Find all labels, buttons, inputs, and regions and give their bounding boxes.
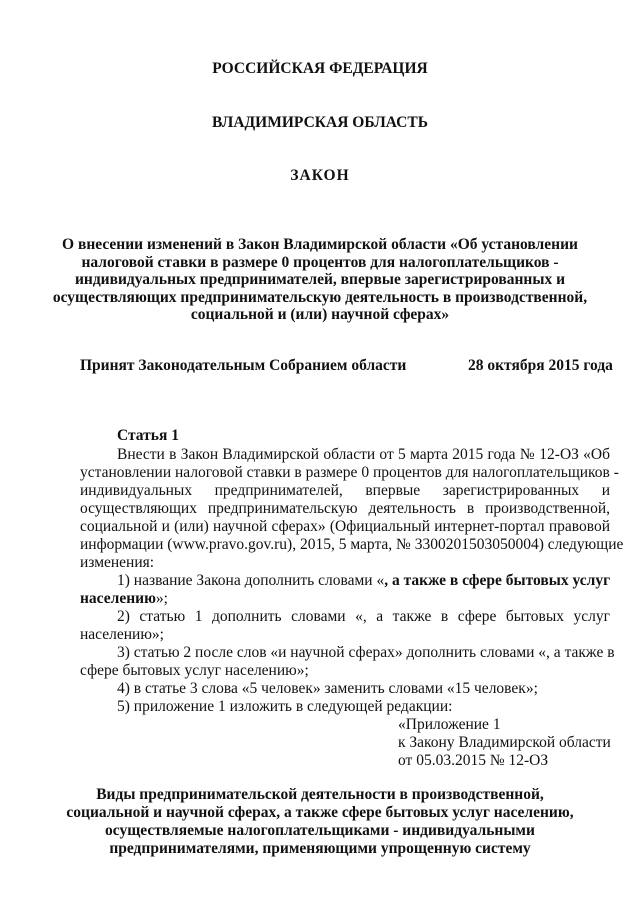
amendment-item-2-cont: населению»; [80,626,164,643]
article-line: социальной и (или) научной сферах» (Официальный интернет-портал правовой [80,518,610,535]
law-title-line: социальной и (или) научной сферах» [190,306,450,323]
article-line: изменения: [80,554,155,571]
law-title-line: индивидуальных предпринимателей, впервые зарегистрированных и [74,271,566,288]
doc-type-heading: ЗАКОН [290,167,350,184]
country-heading: РОССИЙСКАЯ ФЕДЕРАЦИЯ [212,60,428,77]
section-title-line: социальной и научной сферах, а также сфере бытовых услуг населению, [66,804,574,821]
section-title-line: предпринимателями, применяющими упрощенную систему [109,840,531,857]
adopted-label: Принят Законодательным Собранием области [80,357,407,374]
amendment-item-5: 5) приложение 1 изложить в следующей редакции: [117,698,453,715]
article-line: установлении налоговой ставки в размере 0 процентов для налогоплательщиков - [80,464,619,481]
amendment-item-4: 4) в статье 3 слова «5 человек» заменить словами «15 человек»; [117,680,538,697]
law-title-line: налоговой ставки в размере 0 процентов для налогоплательщиков - [81,254,559,271]
amendment-item-1 [117,572,610,590]
adopted-date: 28 октября 2015 года [468,357,613,374]
amendment-text: »; [155,590,168,607]
amendment-item-2: 2) статью 1 дополнить словами «, а также в сфере бытовых услуг [117,608,610,625]
article-line: осуществляющих предпринимательскую деятельность в производственной, [80,500,610,517]
amendment-item-1-cont [80,590,168,608]
appendix-line: «Приложение 1 [398,716,501,733]
article-line: информации (www.pravo.gov.ru), 2015, 5 марта, № 3300201503050004) следующие [80,536,624,553]
appendix-line: к Закону Владимирской области [398,734,611,751]
region-heading: ВЛАДИМИРСКАЯ ОБЛАСТЬ [212,114,428,131]
amendment-item-3-cont: сфере бытовых услуг населению»; [80,662,309,679]
article-line: индивидуальных предпринимателей, впервые зарегистрированных и [80,482,610,499]
amendment-bold-text: населению [80,590,156,607]
amendment-bold-text: , а также в сфере бытовых услуг [384,572,611,589]
section-title-line: Виды предпринимательской деятельности в производственной, [96,786,544,803]
law-title-line: О внесении изменений в Закон Владимирской области «Об установлении [62,236,578,253]
appendix-line: от 05.03.2015 № 12-ОЗ [398,752,549,769]
law-title-line: осуществляющих предпринимательскую деятельность в производственной, [52,289,588,306]
article-heading: Статья 1 [117,427,179,444]
section-title-line: осуществляемые налогоплательщиками - индивидуальными [105,822,535,839]
article-line: Внести в Закон Владимирской области от 5 марта 2015 года № 12-ОЗ «Об [117,446,610,463]
amendment-text: 1) название Закона дополнить словами « [117,572,385,589]
amendment-item-3: 3) статью 2 после слов «и научной сферах» дополнить словами «, а также в [117,644,615,661]
